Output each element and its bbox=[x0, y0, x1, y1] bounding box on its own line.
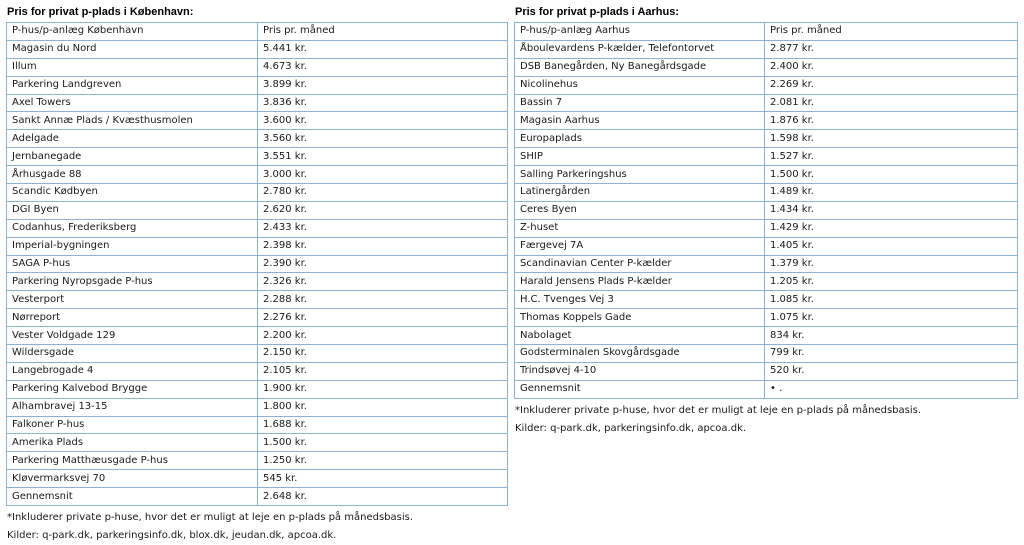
price-cell: 2.200 kr. bbox=[258, 327, 508, 345]
location-cell: Amerika Plads bbox=[7, 434, 258, 452]
table-row bbox=[515, 237, 1018, 255]
location-cell: Europaplads bbox=[515, 130, 765, 148]
price-cell: 520 kr. bbox=[765, 362, 1018, 380]
location-cell: Scandic Kødbyen bbox=[7, 184, 258, 202]
table-row bbox=[7, 58, 508, 76]
price-cell: 2.620 kr. bbox=[258, 201, 508, 219]
table-row bbox=[7, 237, 508, 255]
table-row bbox=[515, 40, 1018, 58]
table-row bbox=[515, 380, 1018, 398]
location-cell: Nabolaget bbox=[515, 327, 765, 345]
table-row bbox=[7, 398, 508, 416]
location-cell: Gennemsnit bbox=[7, 488, 258, 506]
table-row bbox=[7, 166, 508, 184]
location-cell: Jernbanegade bbox=[7, 148, 258, 166]
location-cell: Vester Voldgade 129 bbox=[7, 327, 258, 345]
price-cell: 4.673 kr. bbox=[258, 58, 508, 76]
location-cell: Kløvermarksvej 70 bbox=[7, 470, 258, 488]
price-cell: 2.390 kr. bbox=[258, 255, 508, 273]
table-row bbox=[7, 76, 508, 94]
aarhus-price-table bbox=[514, 22, 1018, 399]
location-cell: Falkoner P-hus bbox=[7, 416, 258, 434]
table-row bbox=[515, 255, 1018, 273]
price-cell: 3.000 kr. bbox=[258, 166, 508, 184]
copenhagen-panel bbox=[6, 4, 508, 545]
price-cell: 1.500 kr. bbox=[765, 166, 1018, 184]
location-cell: Århusgade 88 bbox=[7, 166, 258, 184]
column-header-location: P-hus/p-anlæg Aarhus bbox=[515, 23, 765, 41]
price-cell: 1.205 kr. bbox=[765, 273, 1018, 291]
aarhus-footnote: *Inkluderer private p-huse, hvor det er muligt at leje en p-plads på månedsbasis. bbox=[515, 404, 922, 416]
location-cell: Adelgade bbox=[7, 130, 258, 148]
price-cell: 1.500 kr. bbox=[258, 434, 508, 452]
table-row bbox=[515, 184, 1018, 202]
table-row bbox=[7, 148, 508, 166]
price-cell: 1.405 kr. bbox=[765, 237, 1018, 255]
table-row bbox=[515, 166, 1018, 184]
copenhagen-sources: Kilder: q-park.dk, parkeringsinfo.dk, blox.dk, jeudan.dk, apcoa.dk. bbox=[7, 530, 337, 542]
table-row bbox=[7, 380, 508, 398]
table-row bbox=[7, 362, 508, 380]
price-cell: 2.326 kr. bbox=[258, 273, 508, 291]
table-row bbox=[7, 201, 508, 219]
table-row bbox=[515, 273, 1018, 291]
copenhagen-price-table bbox=[6, 22, 508, 506]
price-cell: 1.800 kr. bbox=[258, 398, 508, 416]
price-cell: 2.400 kr. bbox=[765, 58, 1018, 76]
price-cell: 799 kr. bbox=[765, 345, 1018, 363]
location-cell: Nørreport bbox=[7, 309, 258, 327]
table-row bbox=[515, 58, 1018, 76]
table-row bbox=[7, 255, 508, 273]
table-row bbox=[515, 112, 1018, 130]
table-row bbox=[7, 219, 508, 237]
table-row bbox=[7, 470, 508, 488]
location-cell: Bassin 7 bbox=[515, 94, 765, 112]
location-cell: Harald Jensens Plads P-kælder bbox=[515, 273, 765, 291]
table-row bbox=[515, 327, 1018, 345]
price-cell: 2.105 kr. bbox=[258, 362, 508, 380]
location-cell: Godsterminalen Skovgårdsgade bbox=[515, 345, 765, 363]
table-row bbox=[515, 219, 1018, 237]
column-header-location: P-hus/p-anlæg København bbox=[7, 23, 258, 41]
table-row bbox=[7, 184, 508, 202]
column-header-price: Pris pr. måned bbox=[258, 23, 508, 41]
table-row bbox=[515, 130, 1018, 148]
location-cell: DGI Byen bbox=[7, 201, 258, 219]
location-cell: Wildersgade bbox=[7, 345, 258, 363]
table-row bbox=[7, 309, 508, 327]
price-cell: 2.269 kr. bbox=[765, 76, 1018, 94]
price-cell: 3.560 kr. bbox=[258, 130, 508, 148]
location-cell: Salling Parkeringshus bbox=[515, 166, 765, 184]
price-cell: • . bbox=[765, 380, 1018, 398]
location-cell: Sankt Annæ Plads / Kvæsthusmolen bbox=[7, 112, 258, 130]
aarhus-table-body bbox=[515, 23, 1018, 399]
price-cell: 2.288 kr. bbox=[258, 291, 508, 309]
price-cell: 2.398 kr. bbox=[258, 237, 508, 255]
price-cell: 1.489 kr. bbox=[765, 184, 1018, 202]
location-cell: Imperial-bygningen bbox=[7, 237, 258, 255]
price-cell: 1.429 kr. bbox=[765, 219, 1018, 237]
price-cell: 1.527 kr. bbox=[765, 148, 1018, 166]
location-cell: Gennemsnit bbox=[515, 380, 765, 398]
price-cell: 1.900 kr. bbox=[258, 380, 508, 398]
table-row bbox=[515, 94, 1018, 112]
table-row bbox=[7, 130, 508, 148]
table-row bbox=[7, 94, 508, 112]
table-row bbox=[7, 327, 508, 345]
location-cell: Åboulevardens P-kælder, Telefontorvet bbox=[515, 40, 765, 58]
table-row bbox=[7, 434, 508, 452]
location-cell: Parkering Nyropsgade P-hus bbox=[7, 273, 258, 291]
price-cell: 2.150 kr. bbox=[258, 345, 508, 363]
price-cell: 1.876 kr. bbox=[765, 112, 1018, 130]
location-cell: SHIP bbox=[515, 148, 765, 166]
location-cell: Parkering Matthæusgade P-hus bbox=[7, 452, 258, 470]
price-cell: 3.600 kr. bbox=[258, 112, 508, 130]
location-cell: Axel Towers bbox=[7, 94, 258, 112]
table-row bbox=[515, 201, 1018, 219]
price-cell: 1.598 kr. bbox=[765, 130, 1018, 148]
price-cell: 2.877 kr. bbox=[765, 40, 1018, 58]
table-row bbox=[7, 273, 508, 291]
table-row bbox=[515, 362, 1018, 380]
price-cell: 1.250 kr. bbox=[258, 452, 508, 470]
location-cell: Nicolinehus bbox=[515, 76, 765, 94]
price-cell: 3.899 kr. bbox=[258, 76, 508, 94]
location-cell: Magasin Aarhus bbox=[515, 112, 765, 130]
copenhagen-notes bbox=[6, 509, 508, 545]
copenhagen-title: Pris for privat p-plads i København: bbox=[7, 6, 194, 18]
price-cell: 1.688 kr. bbox=[258, 416, 508, 434]
price-cell: 545 kr. bbox=[258, 470, 508, 488]
column-header-price: Pris pr. måned bbox=[765, 23, 1018, 41]
location-cell: DSB Banegården, Ny Banegårdsgade bbox=[515, 58, 765, 76]
price-cell: 2.780 kr. bbox=[258, 184, 508, 202]
location-cell: Thomas Koppels Gade bbox=[515, 309, 765, 327]
copenhagen-table-body bbox=[7, 23, 508, 506]
table-row bbox=[7, 345, 508, 363]
table-row bbox=[515, 291, 1018, 309]
table-row bbox=[7, 488, 508, 506]
price-cell: 2.276 kr. bbox=[258, 309, 508, 327]
price-cell: 2.648 kr. bbox=[258, 488, 508, 506]
table-row bbox=[515, 309, 1018, 327]
price-cell: 834 kr. bbox=[765, 327, 1018, 345]
price-cell: 1.085 kr. bbox=[765, 291, 1018, 309]
location-cell: Parkering Landgreven bbox=[7, 76, 258, 94]
aarhus-title: Pris for privat p-plads i Aarhus: bbox=[515, 6, 680, 18]
location-cell: Vesterport bbox=[7, 291, 258, 309]
price-cell: 5.441 kr. bbox=[258, 40, 508, 58]
price-cell: 2.433 kr. bbox=[258, 219, 508, 237]
location-cell: Codanhus, Frederiksberg bbox=[7, 219, 258, 237]
location-cell: Z-huset bbox=[515, 219, 765, 237]
table-row bbox=[7, 112, 508, 130]
location-cell: Trindsøvej 4-10 bbox=[515, 362, 765, 380]
location-cell: Parkering Kalvebod Brygge bbox=[7, 380, 258, 398]
table-row bbox=[515, 148, 1018, 166]
location-cell: H.C. Tvenges Vej 3 bbox=[515, 291, 765, 309]
location-cell: Ceres Byen bbox=[515, 201, 765, 219]
location-cell: Alhambravej 13-15 bbox=[7, 398, 258, 416]
location-cell: Færgevej 7A bbox=[515, 237, 765, 255]
table-row bbox=[7, 416, 508, 434]
aarhus-notes bbox=[514, 402, 1018, 438]
table-header-row bbox=[7, 23, 508, 41]
copenhagen-footnote: *Inkluderer private p-huse, hvor det er muligt at leje en p-plads på månedsbasis. bbox=[7, 512, 414, 524]
table-row bbox=[7, 291, 508, 309]
location-cell: Latinergården bbox=[515, 184, 765, 202]
price-cell: 1.379 kr. bbox=[765, 255, 1018, 273]
location-cell: Magasin du Nord bbox=[7, 40, 258, 58]
location-cell: Scandinavian Center P-kælder bbox=[515, 255, 765, 273]
table-row bbox=[7, 40, 508, 58]
location-cell: Langebrogade 4 bbox=[7, 362, 258, 380]
aarhus-sources: Kilder: q-park.dk, parkeringsinfo.dk, apcoa.dk. bbox=[515, 422, 747, 434]
price-cell: 1.434 kr. bbox=[765, 201, 1018, 219]
price-cell: 2.081 kr. bbox=[765, 94, 1018, 112]
location-cell: Illum bbox=[7, 58, 258, 76]
table-row bbox=[515, 345, 1018, 363]
location-cell: SAGA P-hus bbox=[7, 255, 258, 273]
price-cell: 3.836 kr. bbox=[258, 94, 508, 112]
table-header-row bbox=[515, 23, 1018, 41]
price-cell: 3.551 kr. bbox=[258, 148, 508, 166]
price-cell: 1.075 kr. bbox=[765, 309, 1018, 327]
table-row bbox=[515, 76, 1018, 94]
aarhus-panel bbox=[514, 4, 1018, 438]
table-row bbox=[7, 452, 508, 470]
